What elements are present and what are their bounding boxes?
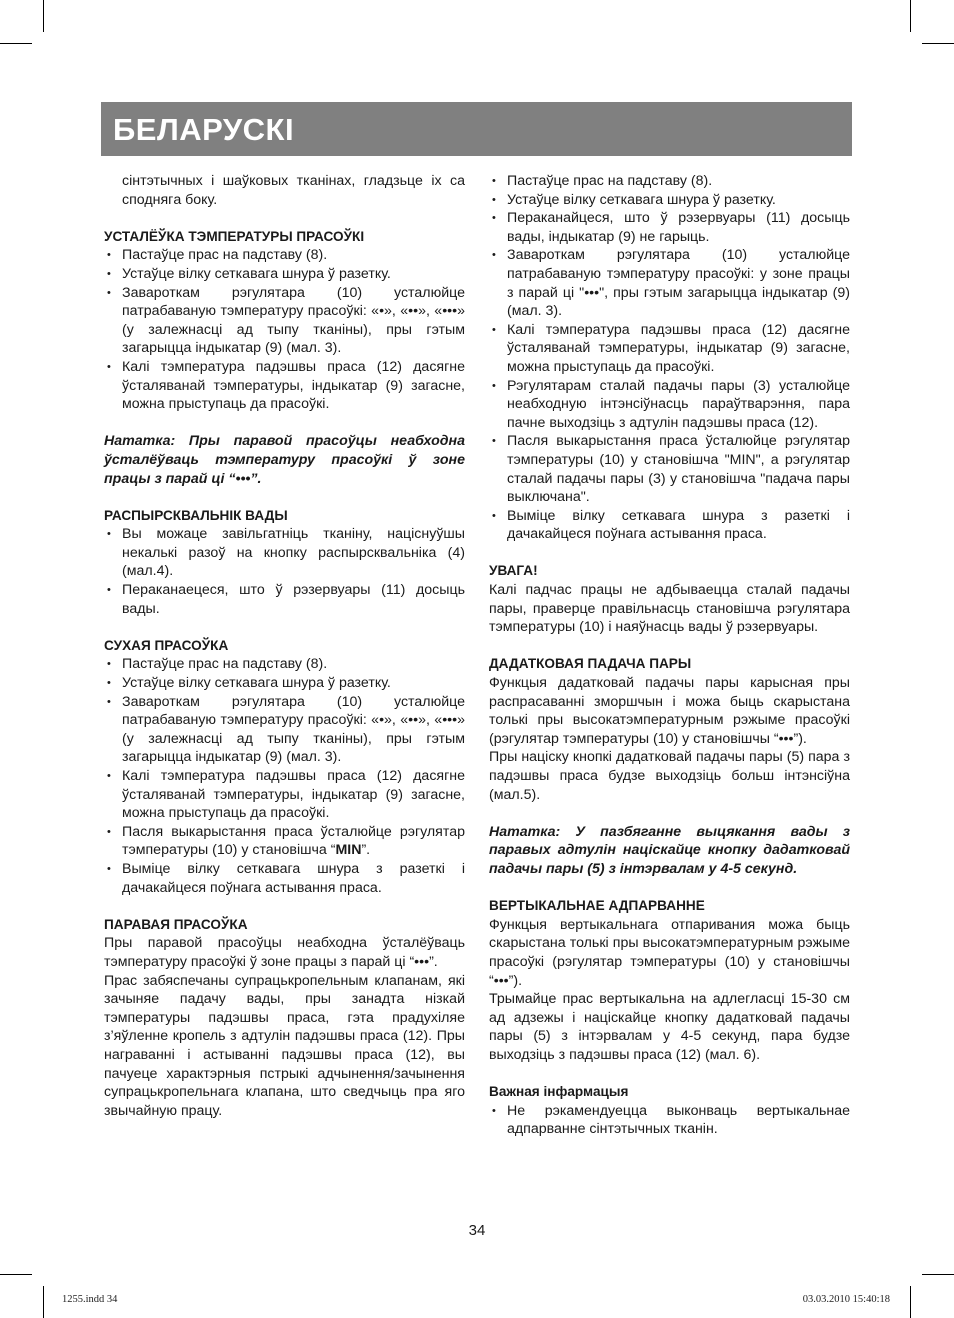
list-item: • Устаўце вілку сеткавага шнура ў разетку. (104, 674, 465, 693)
footer-file-info: 1255.indd 34 (62, 1294, 118, 1305)
list-item-text: Пасля выкарыстання праса ўсталюйце рэгулятар тэмпературы (10) у становішча “ (122, 823, 465, 859)
important-list (489, 1102, 850, 1139)
list-item: • Калі тэмпература падэшвы праса (12) дасягне ўсталяванай тэмпературы, індыкатар (9) загасне, можна прыступаць да прасоўкі. (104, 767, 465, 823)
paragraph: Калі падчас працы не адбываецца сталай падачы пары, праверце правільнасць становішча рэгулятара тэмпературы (10) і наяўнасць вады ў рэзервуары. (489, 582, 850, 636)
crop-mark (0, 1274, 32, 1275)
list-item: • Завароткам рэгулятара (10) усталюйце патрабаваную тэмпературу прасоўкі: «•», «••», «•••» (у залежнасці ад тыпу тканіны), пры гэтым загарыцца індыкатар (9) (мал. 3). (104, 693, 465, 767)
temperature-setting-list (104, 246, 465, 413)
paragraph: Пры паравой прасоўцы неабходна ўсталёўваць тэмпературу прасоўкі ў зоне працы з парай ці “•••”. (104, 935, 465, 970)
section-header (101, 102, 852, 156)
crop-mark (910, 1286, 911, 1318)
list-item: • Выміце вілку сеткавага шнура з разеткі і дачакайцеся поўнага астывання праса. (489, 507, 850, 544)
list-item: • Завароткам рэгулятара (10) усталюйце патрабаваную тэмпературу прасоўкі: у зоне працы з парай ці "•••", пры гэтым загарыцца індыкатар (9) (мал. 3). (489, 246, 850, 320)
list-item: • Калі тэмпература падэшвы праса (12) дасягне ўсталяванай тэмпературы, індыкатар (9) загасне, можна прыступаць да прасоўкі. (104, 358, 465, 414)
list-item: • Не рэкамендуецца выконваць вертыкальнае адпарванне сінтэтычных тканін. (489, 1102, 850, 1139)
crop-mark (43, 1286, 44, 1318)
page-number: 34 (468, 1222, 486, 1239)
note-steam-temperature: Нататка: Пры паравой прасоўцы неабходна ўсталёўваць тэмпературу прасоўкі ў зоне працы з парай ці “•••”. (104, 433, 465, 487)
paragraph: Функцыя дадатковай падачы пары карысная пры распрасаванні зморшчын і можа быць скарыстана толькі пры высокатэмпературным рэжыме прасоўкі (рэгулятар тэмпературы (10) у становішчы “•••”). (489, 675, 850, 747)
right-column (489, 172, 850, 1139)
note-steam-interval: Нататка: У пазбяганне выцякання вады з паравых адтулін націскайце кнопку дадатковай падачы пары (5) з інтэрвалам у 4-5 секунд. (489, 823, 850, 877)
list-item-text: ”. (361, 842, 371, 859)
dry-ironing-list (104, 655, 465, 897)
heading-important-info: Важная інфармацыя (489, 1084, 629, 1100)
intro-text: сінтэтычных і шаўковых тканінах, гладзьце іх са споднягa боку. (122, 173, 465, 208)
min-label: MIN (335, 842, 362, 859)
paragraph: Прас забяспечаны супрацькропельным клапанам, які зачыняе падачу вады, пры занадта нізкай тэмпературы падэшвы праса, гэта прадухіляе з’яўленне кропель з адтулін падэшвы праса (12). Пры награванні і астыванні падэшвы праса (12), вы пачуеце характэрныя пстрыкі адчынення/зачынення супрацькропельнага клапана, што сведчыць пра яго звычайную працу. (104, 972, 465, 1119)
heading-extra-steam: ДАДАТКОВАЯ ПАДАЧА ПАРЫ (489, 656, 692, 672)
list-item (104, 823, 465, 860)
list-item: • Пераканайцеся, што ў рэзервуары (11) досыць вады, індыкатар (9) не гарыць. (489, 209, 850, 246)
footer-datetime: 03.03.2010 15:40:18 (802, 1294, 890, 1305)
heading-warning: УВАГА! (489, 563, 538, 579)
list-item: • Устаўце вілку сеткавага шнура ў разетку. (489, 191, 850, 210)
list-item: • Вы можаце завільгатніць тканіну, націснуўшы некалькі разоў на кнопку распырсквальніка (4) (мал.4). (104, 525, 465, 581)
crop-mark (43, 0, 44, 32)
crop-mark (922, 43, 954, 44)
heading-water-sprayer: РАСПЫРСКВАЛЬНІК ВАДЫ (104, 507, 288, 523)
paragraph: Пры націску кнопкі дадатковай падачы пары (5) пара з падэшвы праса будзе выходзіць больш інтэнсіўна (мал.5). (489, 749, 850, 803)
list-item: • Устаўце вілку сеткавага шнура ў разетку. (104, 265, 465, 284)
list-item: • Рэгулятарам сталай падачы пары (3) усталюйце неабходную інтэнсіўнасць параўтварэння, пара пачне выходзіць з адтулін падэшвы праса (12). (489, 377, 850, 433)
page-title: БЕЛАРУСКІ (113, 112, 295, 147)
water-sprayer-list (104, 525, 465, 618)
list-item: • Пасля выкарыстання праса ўсталюйце рэгулятар тэмпературы (10) у становішча "MIN", а рэгулятар сталай падачы пары (3) у становішча "падача пары выключана". (489, 432, 850, 506)
heading-vertical-steaming: ВЕРТЫКАЛЬНАЕ АДПАРВАННЕ (489, 898, 705, 914)
list-item: • Выміце вілку сеткавага шнура з разеткі і дачакайцеся поўнага астывання праса. (104, 860, 465, 897)
list-item: • Калі тэмпература падэшвы праса (12) дасягне ўсталяванай тэмпературы, індыкатар (9) загасне, можна прыступаць да прасоўкі. (489, 321, 850, 377)
heading-steam-ironing: ПАРАВАЯ ПРАСОЎКА (104, 916, 248, 932)
crop-mark (922, 1274, 954, 1275)
heading-dry-ironing: СУХАЯ ПРАСОЎКА (104, 637, 229, 653)
paragraph: Функцыя вертыкальнага отпаривания можа быць скарыстана толькі пры высокатэмпературным рэжыме прасоўкі (рэгулятар тэмпературы (10) у становішчы “•••”). (489, 916, 850, 989)
steam-ironing-list (489, 172, 850, 544)
heading-temperature-setting: УСТАЛЁЎКА ТЭМПЕРАТУРЫ ПРАСОЎКІ (104, 228, 365, 244)
crop-mark (910, 0, 911, 32)
paragraph: Трымайце прас вертыкальна на адлегласці 15-30 см ад адзежы і націскайце кнопку дадатковай падачы пары (5) з інтэрвалам у 4-5 секунд, пара будзе выходзіць з падэшвы праса (12) (мал. 6). (489, 991, 850, 1063)
list-item: • Завароткам рэгулятара (10) усталюйце патрабаваную тэмпературу прасоўкі: «•», «••», «•••» (у залежнасці ад тыпу тканіны), пры гэтым загарыцца індыкатар (9) (мал. 3). (104, 284, 465, 358)
crop-mark (0, 43, 32, 44)
list-item: • Пастаўце прас на падставу (8). (104, 655, 465, 674)
list-item: • Пастаўце прас на падставу (8). (489, 172, 850, 191)
list-item: • Пастаўце прас на падставу (8). (104, 246, 465, 265)
list-item: • Пераканаецеся, што ў рэзервуары (11) досыць вады. (104, 581, 465, 618)
left-column (104, 172, 465, 1120)
